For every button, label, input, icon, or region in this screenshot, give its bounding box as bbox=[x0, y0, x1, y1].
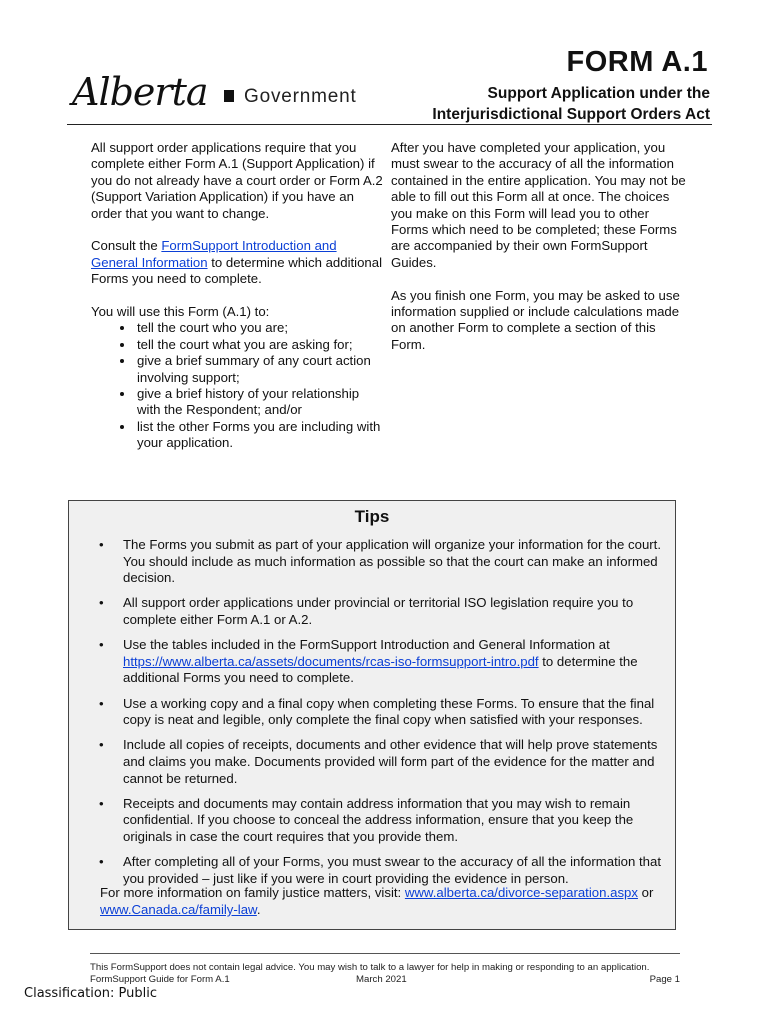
logo-wordmark: Alberta bbox=[72, 70, 208, 114]
consult-suffix: to determine which additional Forms you need to complete. bbox=[91, 254, 383, 287]
more-info-suffix: . bbox=[256, 902, 261, 917]
tips-list bbox=[69, 537, 675, 896]
tip-text: The Forms you submit as part of your application will organize your information for the court. You should include as much information as possible so that the court can make an informed decision. bbox=[123, 537, 661, 586]
formsupport-intro-pdf-link[interactable]: https://www.alberta.ca/assets/documents/rcas-iso-formsupport-intro.pdf bbox=[123, 653, 539, 669]
tip-text: Use the tables included in the FormSupport Introduction and General Information at bbox=[123, 637, 610, 653]
bullet-icon: • bbox=[99, 537, 104, 552]
subtitle-line-1: Support Application under the bbox=[487, 85, 710, 102]
form-number: FORM A.1 bbox=[566, 46, 708, 78]
use-list bbox=[91, 320, 383, 451]
consult-prefix: Consult the bbox=[91, 238, 162, 254]
classification-label: Classification: Public bbox=[24, 986, 158, 1001]
footer-divider bbox=[90, 953, 680, 954]
left-column bbox=[91, 140, 383, 452]
list-item bbox=[99, 854, 663, 887]
tip-text: Receipts and documents may contain address information that you may wish to remain confidential. If you choose to conceal the address information, ensure that you keep the originals in case the court requires that you provide them. bbox=[123, 795, 634, 844]
canada-family-law-link[interactable]: www.Canada.ca/family-law bbox=[100, 902, 257, 917]
list-item bbox=[99, 737, 663, 787]
alberta-government-logo bbox=[72, 70, 362, 120]
logo-mark-icon bbox=[224, 90, 234, 102]
list-item: • list the other Forms you are including with your application. bbox=[135, 419, 383, 452]
tip-text: Use a working copy and a final copy when completing these Forms. To ensure that the final copy is neat and legible, only complete the final copy when satisfied with your responses. bbox=[123, 695, 655, 728]
more-info bbox=[100, 884, 670, 918]
more-info-prefix: For more information on family justice matters, visit: bbox=[100, 885, 405, 900]
tip-text: Include all copies of receipts, documents and other evidence that will help prove statements and claims you make. Documents provided will form part of the evidence for the matter and cannot be returned. bbox=[123, 737, 658, 786]
subtitle-line-2: Interjurisdictional Support Orders Act bbox=[432, 106, 710, 123]
guide-date: March 2021 bbox=[356, 974, 407, 985]
legal-disclaimer: This FormSupport does not contain legal advice. You may wish to talk to a lawyer for help in making or responding to an application. bbox=[90, 962, 650, 973]
intro-paragraph: All support order applications require that you complete either Form A.1 (Support Application) if you do not already have a court order or Form A.2 (Support Variation Application) if you have an order that you want to change. bbox=[91, 140, 383, 221]
bullet-icon: • bbox=[99, 695, 104, 711]
tip-text: to determine the additional Forms you need to complete. bbox=[123, 653, 638, 686]
list-item: • tell the court what you are asking for; bbox=[135, 337, 383, 353]
list-item bbox=[99, 537, 663, 587]
list-item: • give a brief summary of any court action involving support; bbox=[135, 353, 383, 386]
next-form-paragraph: As you finish one Form, you may be asked to use information supplied or include calculations made on another Form to complete a section of this Form. bbox=[391, 287, 680, 352]
divorce-separation-link[interactable]: www.alberta.ca/divorce-separation.aspx bbox=[404, 885, 638, 900]
more-info-mid: or bbox=[637, 885, 654, 900]
tips-title: Tips bbox=[354, 507, 390, 526]
list-item bbox=[99, 637, 663, 687]
page-number: Page 1 bbox=[649, 974, 680, 985]
bullet-icon: • bbox=[99, 595, 104, 611]
bullet-icon: • bbox=[99, 737, 104, 753]
bullet-icon: • bbox=[99, 854, 104, 870]
right-column bbox=[391, 140, 686, 370]
form-subtitle bbox=[432, 83, 710, 125]
tip-text: After completing all of your Forms, you must swear to the accuracy of all the information that you provided – just like if you were in court providing the evidence in person. bbox=[123, 854, 661, 886]
completion-paragraph: After you have completed your application, you must swear to the accuracy of all the information contained in the entire application. You may not be able to fill out this Form all at once. The choices you make on this Form will lead you to other Forms which need to be completed; these Forms are accompanied by their own FormSupport Guides. bbox=[391, 140, 686, 270]
tip-text: All support order applications under provincial or territorial ISO legislation require you to complete either Form A.1 or A.2. bbox=[123, 595, 634, 627]
tips-box bbox=[68, 500, 676, 930]
logo-government-text: Government bbox=[244, 86, 357, 107]
list-item bbox=[99, 795, 663, 846]
list-item: • give a brief history of your relationship with the Respondent; and/or bbox=[135, 386, 383, 419]
consult-paragraph bbox=[91, 238, 383, 287]
list-item bbox=[99, 695, 663, 729]
list-item: • tell the court who you are; bbox=[135, 320, 383, 336]
formsupport-intro-link[interactable]: FormSupport Introduction and General Information bbox=[91, 238, 337, 270]
bullet-icon: • bbox=[99, 795, 104, 811]
bullet-icon: • bbox=[99, 637, 104, 653]
list-item bbox=[99, 595, 663, 628]
guide-name: FormSupport Guide for Form A.1 bbox=[90, 974, 230, 985]
use-intro: You will use this Form (A.1) to: bbox=[91, 304, 270, 320]
header-divider bbox=[67, 124, 712, 125]
